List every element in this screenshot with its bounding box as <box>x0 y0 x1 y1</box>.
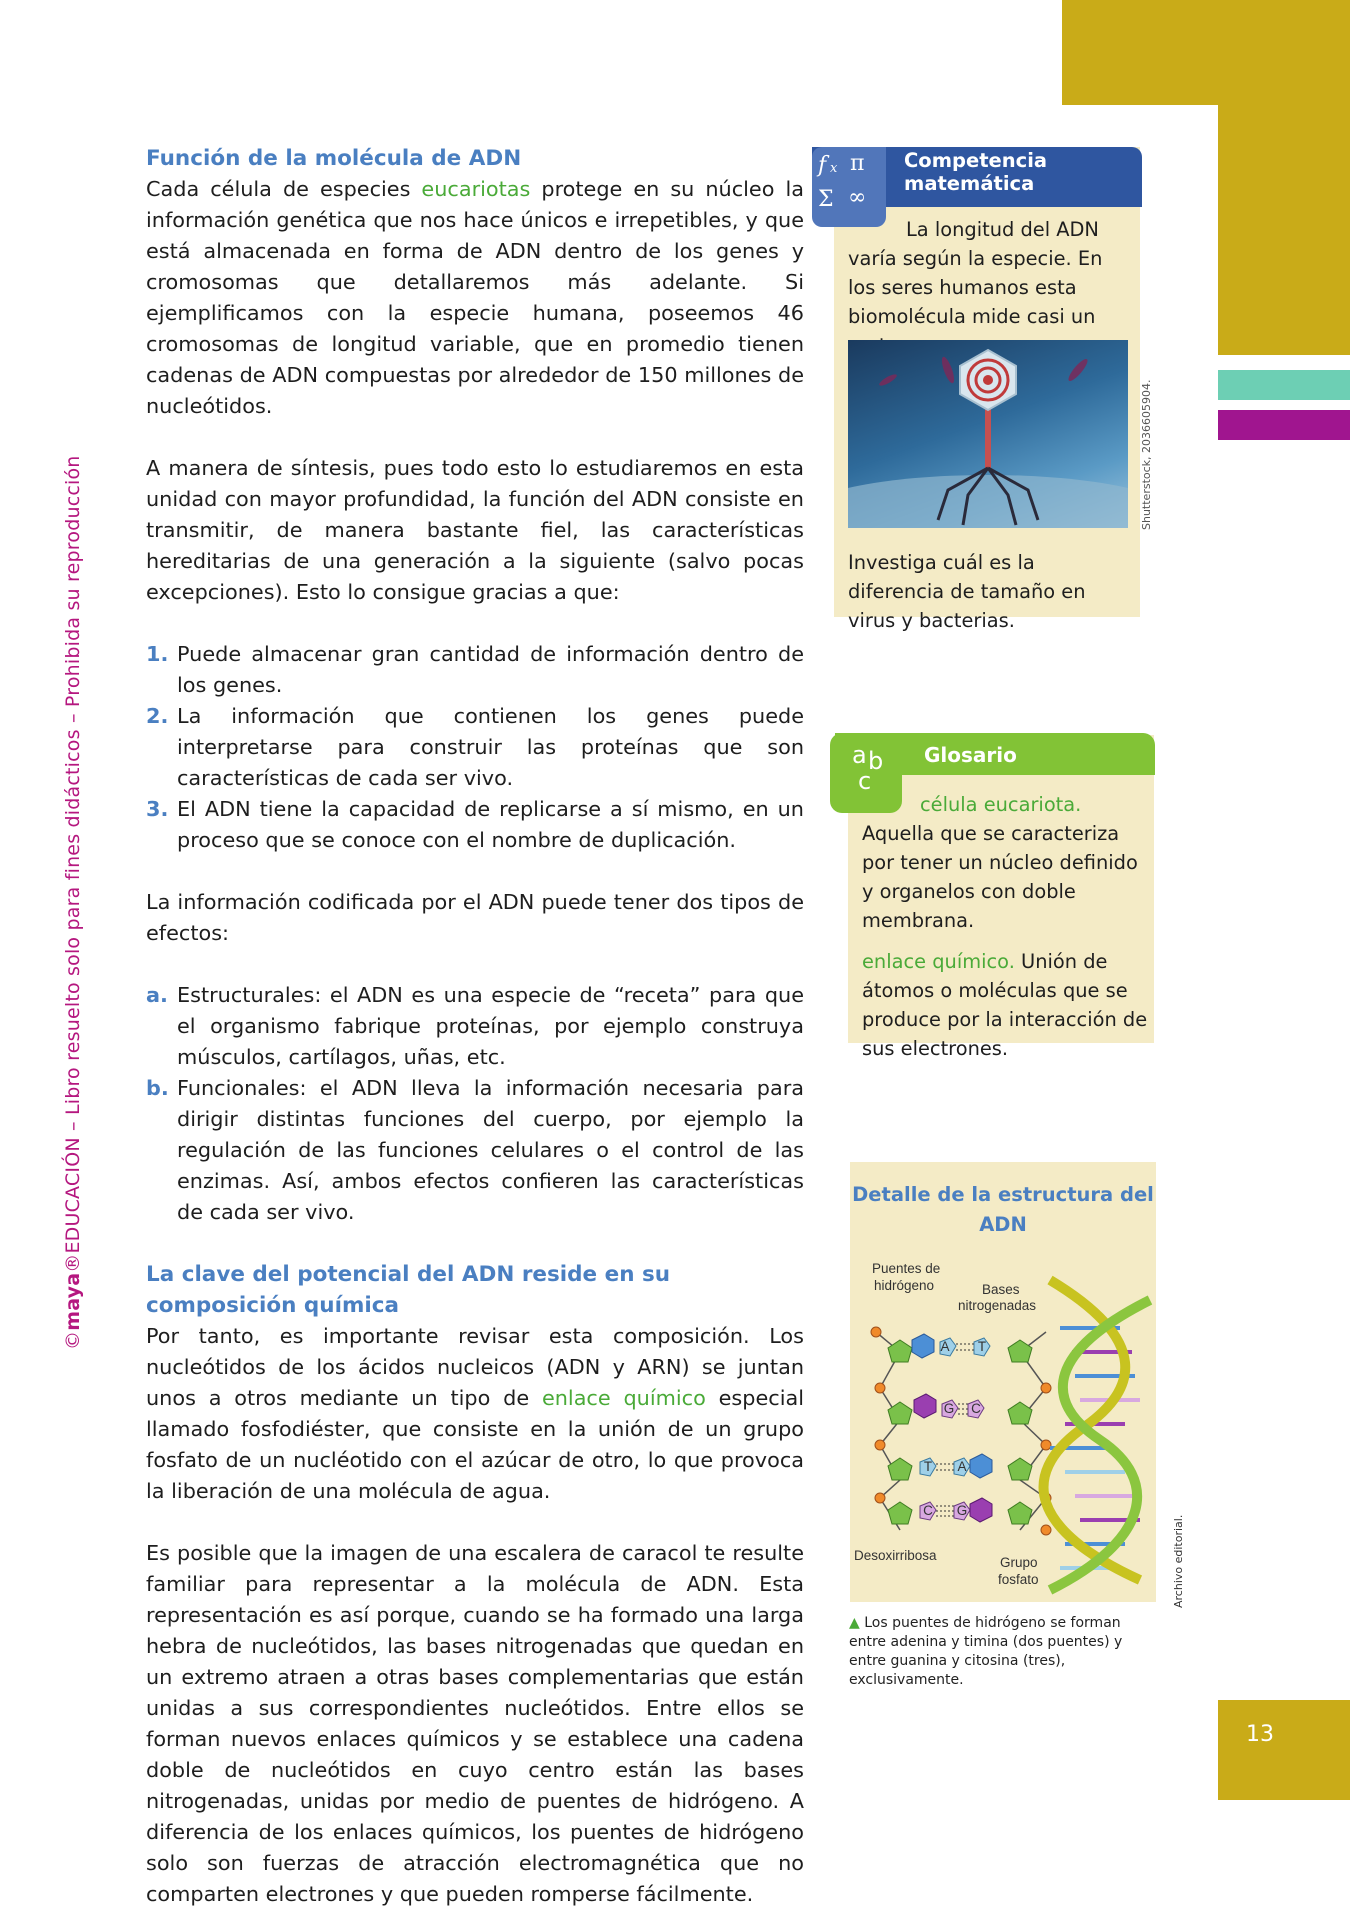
label-grupo-1: Grupo <box>1000 1555 1038 1570</box>
paragraph-4: Por tanto, es importante revisar esta composición. Los nucleótidos de los ácidos nucleicos (ADN y ARN) se juntan unos a otros mediante un tipo de enlace químico especial llamado fosfodiéster, que consiste en la unión de un grupo fosfato de un nucléotido con el azúcar de otro, lo que provoca la liberación de una molécula de agua. <box>146 1324 804 1503</box>
svg-text:T: T <box>923 1459 933 1474</box>
label-grupo-2: fosfato <box>998 1572 1039 1587</box>
brand-logo: maya <box>62 1272 84 1331</box>
double-helix <box>1044 1280 1150 1590</box>
side-copyright: ©maya®EDUCACIÓN – Libro resuelto solo para fines didácticos – Prohibida su reproducción <box>62 455 84 1350</box>
svg-text:G: G <box>943 1401 955 1416</box>
heading-funcion: Función de la molécula de ADN <box>146 146 522 171</box>
link-eucariotas[interactable]: eucariotas <box>421 177 531 201</box>
deco-teal-bar <box>1218 370 1350 400</box>
competencia-text: La longitud del ADN varía según la especie. En los seres humanos esta biomolécula mide casi un <box>848 218 1103 328</box>
label-puentes-2: hidrógeno <box>874 1278 935 1293</box>
glosario-body: célula eucariota. Aquella que se caracteriza por tener un núcleo definido y organelos con doble membrana. enlace químico. Unión de átomos o moléculas que se produce por la interacción de sus electrones. <box>862 793 1148 1060</box>
deco-gold-side <box>1218 105 1350 355</box>
virus-photo <box>848 340 1128 528</box>
paragraph-5: Es posible que la imagen de una escalera de caracol te resulte familiar para representar a la molécula de ADN. Esta representación es así porque, cuando se ha formado una larga hebra de nucleótidos, las bases nitrogenadas que quedan en un extremo atraen a otras bases complementarias que están unidas a sus correspondientes nucleótidos. Entre ellos se forman nuevos enlaces químicos y se establece una cadena doble de nucleótidos en cuyo centro están las bases nitrogenadas, unidas por medio de puentes de hidrógeno. A diferencia de los enlaces químicos, los puentes de hidrógeno solo son fuerzas de atracción electromagnética que no comparten electrones y que pueden romperse fácilmente. <box>146 1541 804 1906</box>
list-item: 1. Puede almacenar gran cantidad de información dentro de los genes. <box>146 642 804 697</box>
label-puentes-1: Puentes de <box>872 1261 941 1276</box>
base-pair-gc <box>888 1394 1032 1424</box>
svg-text:C: C <box>971 1401 981 1416</box>
svg-text:G: G <box>956 1503 968 1518</box>
dna-figure-title: Detalle de la estructura del ADN <box>852 1183 1154 1236</box>
paragraph-3: La información codificada por el ADN puede tener dos tipos de efectos: <box>146 890 804 945</box>
label-bases-2: nitrogenadas <box>958 1298 1037 1313</box>
deco-magenta-bar <box>1218 410 1350 440</box>
math-symbols-icon: f x π Σ ∞ <box>812 147 886 227</box>
figure-caption: ▲ Los puentes de hidrógeno se forman entre adenina y timina (dos puentes) y entre guanina y citosina (tres), exclusivamente. <box>849 1615 1123 1688</box>
list-item: 3. El ADN tiene la capacidad de replicarse a sí mismo, en un proceso que se conoce con el nombre de duplicación. <box>146 797 804 852</box>
competencia-title: Competencia matemática <box>904 149 1048 195</box>
label-desoxirribosa: Desoxirribosa <box>854 1548 937 1563</box>
caption-triangle-icon: ▲ <box>849 1615 860 1631</box>
list-lettered <box>146 980 804 1228</box>
paragraph-1: Cada célula de especies eucariotas protege en su núcleo la información genética que nos hace únicos e irrepetibles, y que está almacenada en forma de ADN dentro de los genes y cromosomas que detallaremos más adelante. Si ejemplificamos con la especie humana, poseemos 46 cromosomas de longitud variable, que en promedio tienen cadenas de ADN compuestas por alrededor de 150 millones de nucleótidos. <box>146 177 804 418</box>
dna-structure-diagram <box>850 1240 1156 1602</box>
base-pair-ta <box>888 1454 1032 1480</box>
list-item: b. Funcionales: el ADN lleva la información necesaria para dirigir distintas funciones del cuerpo, por ejemplo la regulación de las funciones celulares o el control de las enzimas. Así, ambos efectos confieren las características de cada ser vivo. <box>146 1076 804 1224</box>
list-item: 2. La información que contienen los genes puede interpretarse para construir las proteínas que son características de cada ser vivo. <box>146 704 804 790</box>
heading-clave: La clave del potencial del ADN reside en su composición química <box>146 1262 671 1318</box>
svg-text:C: C <box>923 1503 933 1518</box>
list-numbered <box>146 639 804 856</box>
link-enlace-quimico[interactable]: enlace químico <box>541 1386 706 1410</box>
figure-credit: Archivo editorial. <box>1172 1514 1185 1608</box>
list-item: a. Estructurales: el ADN es una especie de “receta” para que el organismo fabrique proteínas, por ejemplo construya músculos, cartílagos, uñas, etc. <box>146 983 804 1069</box>
page-number-box <box>1218 1700 1350 1800</box>
svg-text:A: A <box>957 1459 967 1474</box>
paragraph-2: A manera de síntesis, pues todo esto lo estudiaremos en esta unidad con mayor profundidad, la función del ADN consiste en transmitir, de manera bastante fiel, las características hereditarias de una generación a la siguiente (salvo pocas excepciones). Esto lo consigue gracias a que: <box>146 456 804 604</box>
term-enlace-quimico: enlace químico. <box>862 950 1015 973</box>
deco-gold-top <box>1062 0 1350 105</box>
abc-icon: a b c <box>830 733 902 813</box>
base-pair-at <box>888 1334 1032 1362</box>
svg-text:T: T <box>977 1339 987 1354</box>
main-column <box>146 143 804 1910</box>
photo-credit: Shutterstock, 2036605904. <box>1140 379 1153 530</box>
glosario-title: Glosario <box>924 743 1017 767</box>
base-pair-cg <box>888 1498 1032 1524</box>
term-celula-eucariota: célula eucariota. <box>920 793 1082 816</box>
label-bases-1: Bases <box>982 1282 1020 1297</box>
page-number: 13 <box>1246 1722 1274 1747</box>
svg-text:A: A <box>940 1339 950 1354</box>
investiga-text: Investiga cuál es la diferencia de tamaño en virus y bacterias. <box>848 551 1086 632</box>
